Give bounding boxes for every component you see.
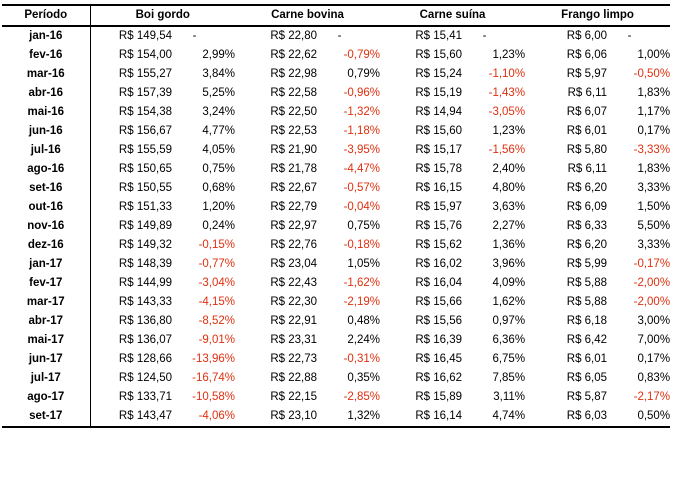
cell-price-carne-suina: R$ 15,56: [415, 315, 463, 327]
cell-variation-carne-suina: 7,85%: [492, 372, 526, 384]
cell-variation-carne-bovina: -0,18%: [343, 239, 381, 251]
header-row: [2, 5, 670, 26]
cell-price-carne-bovina: R$ 21,90: [270, 144, 318, 156]
cell-price-carne-suina: R$ 15,78: [415, 163, 463, 175]
cell-variation-boi-gordo: 3,24%: [202, 106, 236, 118]
table-row: [2, 160, 670, 179]
cell-price-frango-limpo: R$ 6,11: [567, 87, 608, 99]
table-row: [2, 65, 670, 84]
cell-period: out-16: [2, 198, 90, 217]
cell-price-carne-bovina: R$ 22,88: [270, 372, 318, 384]
table-row: [2, 103, 670, 122]
cell-variation-carne-bovina: -2,19%: [343, 296, 381, 308]
cell-period: jan-17: [2, 255, 90, 274]
cell-variation-boi-gordo: -3,04%: [198, 277, 236, 289]
cell-price-boi-gordo: R$ 156,67: [118, 125, 172, 137]
table-row: [2, 369, 670, 388]
cell-variation-carne-suina: -1,10%: [488, 68, 526, 80]
column-header-period: Período: [2, 5, 90, 26]
cell-price-boi-gordo: R$ 150,55: [118, 182, 172, 194]
cell-variation-carne-bovina: -3,95%: [343, 144, 381, 156]
cell-price-carne-bovina: R$ 22,50: [270, 106, 318, 118]
cell-period: ago-17: [2, 388, 90, 407]
cell-price-frango-limpo: R$ 6,06: [566, 49, 608, 61]
cell-variation-carne-suina: 1,62%: [492, 296, 526, 308]
cell-period: mar-17: [2, 293, 90, 312]
cell-price-carne-bovina: R$ 23,31: [270, 334, 318, 346]
cell-variation-carne-suina: 4,74%: [462, 407, 525, 427]
cell-variation-frango-limpo: -2,17%: [633, 391, 671, 403]
cell-variation-frango-limpo: 1,50%: [637, 201, 671, 213]
cell-variation-boi-gordo: 0,75%: [202, 163, 236, 175]
cell-price-frango-limpo: R$ 5,80: [566, 144, 608, 156]
cell-price-frango-limpo: R$ 6,05: [566, 372, 608, 384]
cell-price-carne-bovina: R$ 22,79: [270, 201, 318, 213]
cell-variation-carne-bovina: -2,85%: [343, 391, 381, 403]
table-row: [2, 84, 670, 103]
cell-price-frango-limpo: R$ 6,07: [566, 106, 608, 118]
cell-price-carne-suina: R$ 15,17: [415, 144, 463, 156]
cell-variation-carne-bovina: -1,62%: [343, 277, 381, 289]
cell-period: set-17: [2, 407, 90, 427]
cell-variation-carne-bovina: -0,04%: [343, 201, 381, 213]
cell-variation-carne-bovina: -4,47%: [343, 163, 381, 175]
cell-price-carne-bovina: R$ 22,98: [270, 68, 318, 80]
cell-price-carne-suina: R$ 15,89: [415, 391, 463, 403]
cell-price-boi-gordo: R$ 124,50: [118, 372, 172, 384]
cell-price-frango-limpo: R$ 5,97: [566, 68, 608, 80]
cell-price-frango-limpo: R$ 6,01: [566, 353, 608, 365]
cell-variation-carne-bovina: 0,35%: [347, 372, 381, 384]
cell-variation-frango-limpo: -0,17%: [633, 258, 671, 270]
cell-variation-carne-suina: 1,23%: [492, 125, 526, 137]
cell-period: ago-16: [2, 160, 90, 179]
cell-price-carne-bovina: R$ 22,15: [270, 391, 318, 403]
cell-price-carne-suina: R$ 15,97: [415, 201, 463, 213]
cell-price-frango-limpo: R$ 6,20: [566, 239, 608, 251]
cell-price-frango-limpo: R$ 5,88: [566, 277, 608, 289]
table-row: [2, 407, 670, 427]
cell-variation-boi-gordo: -4,06%: [172, 407, 235, 427]
cell-variation-carne-suina: -3,05%: [488, 106, 526, 118]
cell-price-frango-limpo: R$ 6,00: [566, 30, 608, 42]
cell-price-carne-suina: R$ 15,66: [415, 296, 463, 308]
table-row: [2, 331, 670, 350]
cell-variation-carne-bovina: -0,96%: [343, 87, 381, 99]
cell-variation-carne-bovina: -1,32%: [343, 106, 381, 118]
cell-period: jul-17: [2, 369, 90, 388]
cell-variation-carne-bovina: -0,31%: [343, 353, 381, 365]
cell-period: set-16: [2, 179, 90, 198]
column-header-carne-suina: Carne suína: [380, 5, 525, 26]
cell-period: jul-16: [2, 141, 90, 160]
table-row: [2, 46, 670, 65]
cell-variation-frango-limpo: -2,00%: [633, 296, 671, 308]
cell-price-boi-gordo: R$ 155,27: [118, 68, 172, 80]
table-row: [2, 236, 670, 255]
cell-variation-frango-limpo: -: [627, 30, 632, 42]
cell-period: abr-16: [2, 84, 90, 103]
cell-variation-frango-limpo: 3,00%: [637, 315, 671, 327]
cell-price-carne-suina: R$ 16,14: [380, 407, 462, 427]
cell-variation-carne-bovina: 1,32%: [317, 407, 380, 427]
cell-price-carne-bovina: R$ 22,30: [270, 296, 318, 308]
cell-price-carne-suina: R$ 16,02: [415, 258, 463, 270]
cell-variation-carne-suina: 2,27%: [492, 220, 526, 232]
cell-variation-frango-limpo: 7,00%: [637, 334, 671, 346]
cell-variation-frango-limpo: -3,33%: [633, 144, 671, 156]
cell-price-carne-bovina: R$ 22,62: [270, 49, 318, 61]
cell-price-carne-bovina: R$ 21,78: [270, 163, 318, 175]
column-header-boi-gordo: Boi gordo: [90, 5, 235, 26]
cell-variation-carne-suina: -1,43%: [488, 87, 526, 99]
cell-price-boi-gordo: R$ 154,38: [118, 106, 172, 118]
cell-price-boi-gordo: R$ 151,33: [118, 201, 172, 213]
cell-variation-carne-suina: 2,40%: [492, 163, 526, 175]
cell-variation-frango-limpo: 1,17%: [637, 106, 671, 118]
cell-variation-boi-gordo: 2,99%: [202, 49, 236, 61]
cell-variation-frango-limpo: 3,33%: [637, 182, 671, 194]
cell-price-boi-gordo: R$ 154,00: [118, 49, 172, 61]
cell-price-boi-gordo: R$ 155,59: [118, 144, 172, 156]
cell-price-carne-suina: R$ 16,62: [415, 372, 463, 384]
cell-variation-boi-gordo: -16,74%: [192, 372, 236, 384]
cell-price-boi-gordo: R$ 136,80: [118, 315, 172, 327]
cell-price-boi-gordo: R$ 133,71: [118, 391, 172, 403]
cell-price-carne-suina: R$ 16,39: [415, 334, 463, 346]
cell-variation-frango-limpo: 5,50%: [637, 220, 671, 232]
cell-variation-carne-suina: 3,96%: [492, 258, 526, 270]
table-row: [2, 141, 670, 160]
column-header-carne-bovina: Carne bovina: [235, 5, 380, 26]
cell-variation-boi-gordo: 5,25%: [202, 87, 236, 99]
cell-variation-boi-gordo: -0,77%: [198, 258, 236, 270]
cell-period: fev-17: [2, 274, 90, 293]
cell-variation-carne-suina: 1,23%: [492, 49, 526, 61]
cell-price-frango-limpo: R$ 6,03: [525, 407, 607, 427]
cell-variation-frango-limpo: 3,33%: [637, 239, 671, 251]
cell-variation-carne-suina: 6,36%: [492, 334, 526, 346]
cell-price-boi-gordo: R$ 143,47: [90, 407, 172, 427]
price-table: [2, 4, 670, 428]
cell-price-boi-gordo: R$ 157,39: [118, 87, 172, 99]
table-body: [2, 26, 670, 427]
cell-price-boi-gordo: R$ 144,99: [118, 277, 172, 289]
cell-price-boi-gordo: R$ 149,32: [118, 239, 172, 251]
table-row: [2, 122, 670, 141]
table-header: [2, 5, 670, 26]
cell-price-frango-limpo: R$ 5,99: [566, 258, 608, 270]
cell-period: abr-17: [2, 312, 90, 331]
cell-variation-boi-gordo: -: [192, 30, 197, 42]
table-row: [2, 274, 670, 293]
cell-variation-boi-gordo: 0,68%: [202, 182, 236, 194]
cell-variation-boi-gordo: 1,20%: [202, 201, 236, 213]
cell-variation-carne-bovina: -0,57%: [343, 182, 381, 194]
cell-price-carne-bovina: R$ 22,91: [270, 315, 318, 327]
cell-variation-carne-bovina: 2,24%: [347, 334, 381, 346]
cell-variation-carne-bovina: -: [337, 30, 342, 42]
cell-price-frango-limpo: R$ 5,88: [566, 296, 608, 308]
cell-variation-carne-suina: 6,75%: [492, 353, 526, 365]
cell-variation-boi-gordo: -10,58%: [192, 391, 236, 403]
table-row: [2, 312, 670, 331]
table-row: [2, 350, 670, 369]
cell-price-carne-suina: R$ 15,76: [415, 220, 463, 232]
cell-variation-carne-bovina: 0,48%: [347, 315, 381, 327]
cell-price-frango-limpo: R$ 6,09: [566, 201, 608, 213]
table-row: [2, 388, 670, 407]
cell-variation-boi-gordo: 4,05%: [202, 144, 236, 156]
cell-variation-carne-bovina: -1,18%: [343, 125, 381, 137]
cell-variation-frango-limpo: 0,17%: [637, 353, 671, 365]
cell-period: jan-16: [2, 26, 90, 46]
cell-price-frango-limpo: R$ 6,01: [566, 125, 608, 137]
cell-variation-carne-bovina: 0,79%: [347, 68, 381, 80]
cell-variation-carne-suina: -: [482, 30, 487, 42]
cell-price-carne-bovina: R$ 23,04: [270, 258, 318, 270]
column-header-frango-limpo: Frango limpo: [525, 5, 670, 26]
cell-price-carne-suina: R$ 15,62: [415, 239, 463, 251]
cell-variation-carne-suina: 3,11%: [493, 391, 526, 403]
cell-variation-carne-bovina: -0,79%: [343, 49, 381, 61]
cell-period: mar-16: [2, 65, 90, 84]
cell-variation-frango-limpo: 1,83%: [637, 163, 671, 175]
cell-price-carne-suina: R$ 14,94: [415, 106, 463, 118]
cell-price-carne-bovina: R$ 22,73: [270, 353, 318, 365]
cell-price-frango-limpo: R$ 6,33: [566, 220, 608, 232]
cell-price-carne-suina: R$ 16,15: [415, 182, 463, 194]
cell-price-frango-limpo: R$ 6,11: [567, 163, 608, 175]
cell-price-carne-bovina: R$ 23,10: [235, 407, 317, 427]
cell-price-carne-suina: R$ 16,04: [415, 277, 463, 289]
cell-variation-boi-gordo: -9,01%: [198, 334, 236, 346]
cell-variation-frango-limpo: 1,00%: [637, 49, 671, 61]
table-row: [2, 255, 670, 274]
cell-variation-boi-gordo: 3,84%: [202, 68, 236, 80]
cell-price-carne-bovina: R$ 22,76: [270, 239, 318, 251]
table-row: [2, 179, 670, 198]
cell-price-carne-bovina: R$ 22,53: [270, 125, 318, 137]
cell-period: mai-16: [2, 103, 90, 122]
table-row: [2, 198, 670, 217]
cell-period: fev-16: [2, 46, 90, 65]
cell-variation-frango-limpo: 1,83%: [637, 87, 671, 99]
cell-price-frango-limpo: R$ 6,20: [566, 182, 608, 194]
cell-price-boi-gordo: R$ 143,33: [118, 296, 172, 308]
cell-price-carne-suina: R$ 15,41: [415, 30, 463, 42]
cell-period: mai-17: [2, 331, 90, 350]
cell-variation-boi-gordo: -13,96%: [192, 353, 236, 365]
cell-variation-carne-bovina: 1,05%: [347, 258, 381, 270]
cell-price-carne-bovina: R$ 22,97: [270, 220, 318, 232]
cell-period: jun-16: [2, 122, 90, 141]
cell-variation-frango-limpo: -2,00%: [633, 277, 671, 289]
cell-price-boi-gordo: R$ 148,39: [118, 258, 172, 270]
table-row: [2, 217, 670, 236]
cell-variation-frango-limpo: -0,50%: [633, 68, 671, 80]
cell-period: nov-16: [2, 217, 90, 236]
cell-variation-frango-limpo: 0,83%: [637, 372, 671, 384]
cell-price-carne-bovina: R$ 22,67: [270, 182, 318, 194]
cell-variation-boi-gordo: 4,77%: [202, 125, 236, 137]
cell-variation-boi-gordo: 0,24%: [202, 220, 236, 232]
cell-price-carne-bovina: R$ 22,58: [270, 87, 318, 99]
table-row: [2, 293, 670, 312]
cell-price-boi-gordo: R$ 150,65: [118, 163, 172, 175]
cell-price-boi-gordo: R$ 149,54: [118, 30, 172, 42]
cell-price-carne-bovina: R$ 22,80: [270, 30, 318, 42]
cell-price-frango-limpo: R$ 5,87: [566, 391, 608, 403]
cell-period: dez-16: [2, 236, 90, 255]
table-row: [2, 26, 670, 46]
cell-price-carne-suina: R$ 15,60: [415, 125, 463, 137]
cell-price-carne-suina: R$ 15,24: [415, 68, 463, 80]
cell-variation-carne-suina: 4,80%: [492, 182, 526, 194]
cell-price-carne-suina: R$ 16,45: [415, 353, 463, 365]
cell-variation-frango-limpo: 0,50%: [607, 407, 670, 427]
cell-variation-carne-suina: 0,97%: [492, 315, 526, 327]
cell-price-carne-suina: R$ 15,19: [415, 87, 463, 99]
cell-variation-boi-gordo: -4,15%: [198, 296, 236, 308]
cell-variation-carne-suina: 3,63%: [492, 201, 526, 213]
cell-price-boi-gordo: R$ 149,89: [118, 220, 172, 232]
cell-variation-boi-gordo: -8,52%: [198, 315, 236, 327]
cell-variation-boi-gordo: -0,15%: [198, 239, 236, 251]
cell-price-frango-limpo: R$ 6,42: [566, 334, 608, 346]
cell-price-frango-limpo: R$ 6,18: [566, 315, 608, 327]
cell-price-boi-gordo: R$ 136,07: [118, 334, 172, 346]
cell-price-carne-bovina: R$ 22,43: [270, 277, 318, 289]
cell-variation-frango-limpo: 0,17%: [637, 125, 671, 137]
cell-variation-carne-suina: 4,09%: [492, 277, 526, 289]
cell-price-boi-gordo: R$ 128,66: [118, 353, 172, 365]
cell-period: jun-17: [2, 350, 90, 369]
cell-variation-carne-suina: 1,36%: [492, 239, 526, 251]
cell-price-carne-suina: R$ 15,60: [415, 49, 463, 61]
cell-variation-carne-suina: -1,56%: [488, 144, 526, 156]
cell-variation-carne-bovina: 0,75%: [347, 220, 381, 232]
